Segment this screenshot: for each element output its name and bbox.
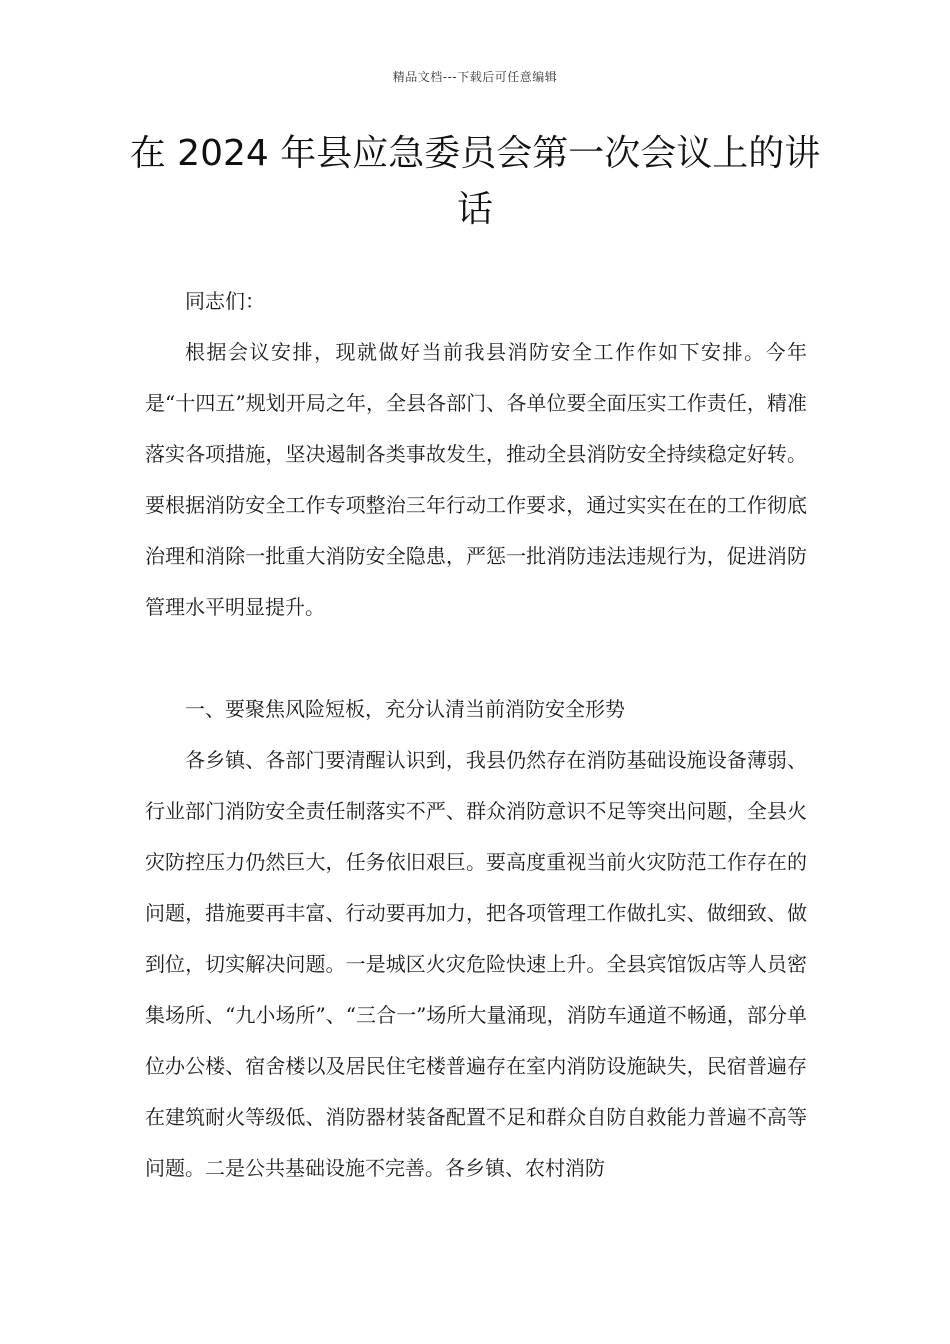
section-heading: 一、要聚焦风险短板，充分认清当前消防安全形势 — [185, 697, 625, 721]
salutation: 同志们： — [185, 289, 265, 313]
header-note: 精品文档---下载后可任意编辑 — [392, 70, 558, 84]
document-body — [145, 276, 807, 1194]
section-spacer — [145, 633, 807, 684]
intro-paragraph: 根据会议安排，现就做好当前我县消防安全工作作如下安排。今年是“十四五”规划开局之年，全县各部门、各单位要全面压实工作责任，精准落实各项措施，坚决遏制各类事故发生，推动全县消防安全持续稳定好转。要根据消防安全工作专项整治三年行动工作要求，通过实实在在的工作彻底治理和消除一批重大消防安全隐患，严惩一批消防违法违规行为，促进消防管理水平明显提升。 — [145, 340, 807, 619]
document-title: 在 2024 年县应急委员会第一次会议上的讲话 — [129, 133, 821, 230]
section-paragraph: 各乡镇、各部门要清醒认识到，我县仍然存在消防基础设施设备薄弱、行业部门消防安全责任制落实不严、群众消防意识不足等突出问题，全县火灾防控压力仍然巨大，任务依旧艰巨。要高度重视当前火灾防范工作存在的问题，措施要再丰富、行动要再加力，把各项管理工作做扎实、做细致、做到位，切实解决问题。一是城区火灾危险快速上升。全县宾馆饭店等人员密集场所、“九小场所”、“三合一”场所大量涌现，消防车通道不畅通，部分单位办公楼、宿舍楼以及居民住宅楼普遍存在室内消防设施缺失，民宿普遍存在建筑耐火等级低、消防器材装备配置不足和群众自防自救能力普遍不高等问题。二是公共基础设施不完善。各乡镇、农村消防 — [145, 748, 807, 1180]
